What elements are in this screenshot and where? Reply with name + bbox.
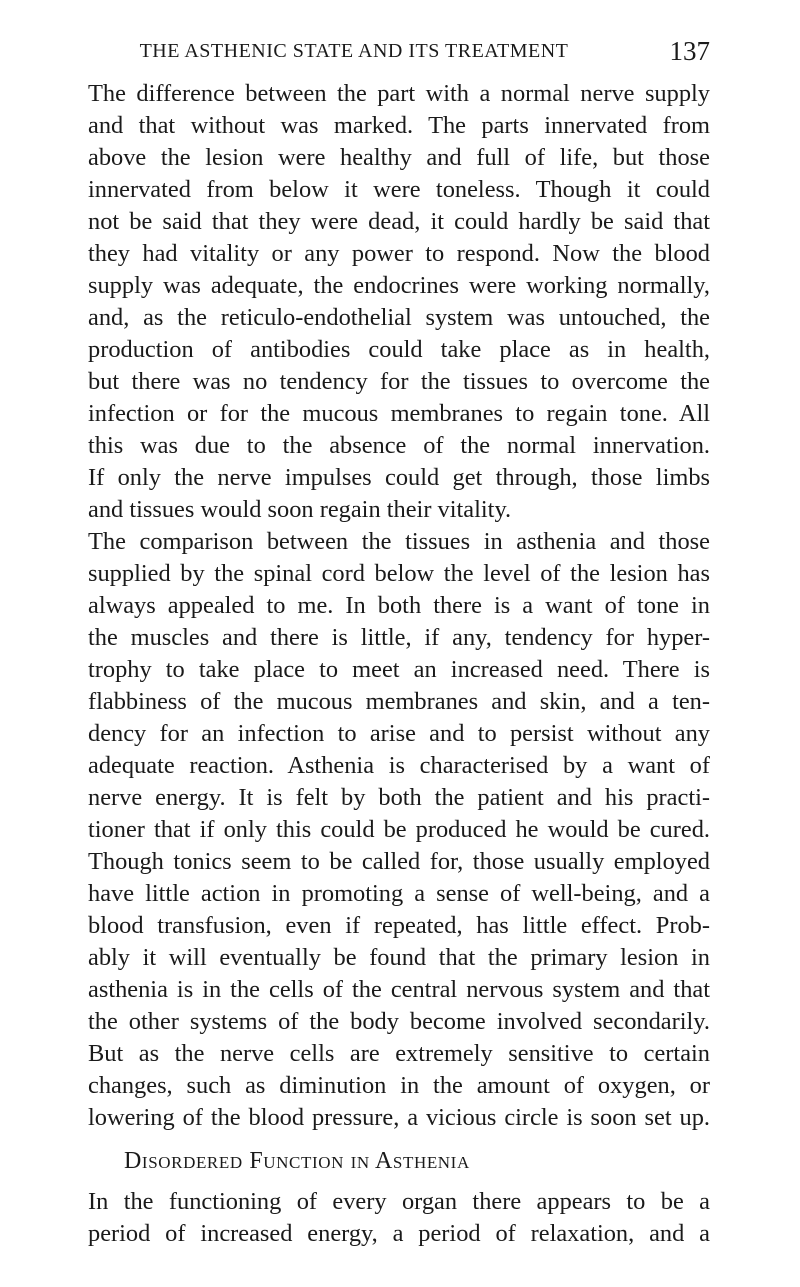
paragraph-1: [88, 78, 710, 526]
text-line: and that without was marked. The parts innervated from: [88, 112, 710, 139]
text-line: ably it will eventually be found that the primary lesion in: [88, 944, 710, 971]
text-line: But as the nerve cells are extremely sensitive to certain: [88, 1040, 710, 1067]
text-line: the other systems of the body become involved secondarily.: [88, 1008, 710, 1035]
text-line: lowering of the blood pressure, a vicious circle is soon set up.: [88, 1104, 710, 1131]
text-line: and, as the reticulo-endothelial system was untouched, the: [88, 304, 710, 331]
text-line: trophy to take place to meet an increased need. There is: [88, 656, 710, 683]
text-line: dency for an infection to arise and to persist without any: [88, 720, 710, 747]
paragraph-2: [88, 526, 710, 1134]
page-number: 137: [669, 36, 710, 66]
text-line: infection or for the mucous membranes to regain tone. All: [88, 400, 710, 427]
text-line: production of antibodies could take place as in health,: [88, 336, 710, 363]
running-title: THE ASTHENIC STATE AND ITS TREATMENT: [139, 40, 569, 62]
text-line: but there was no tendency for the tissues to overcome the: [88, 368, 710, 395]
text-line: changes, such as diminution in the amount of oxygen, or: [88, 1072, 710, 1099]
text-line: period of increased energy, a period of relaxation, and a: [88, 1220, 710, 1247]
text-line: tioner that if only this could be produced he would be cured.: [88, 816, 710, 843]
text-line: this was due to the absence of the normal innervation.: [88, 432, 710, 459]
text-line: always appealed to me. In both there is a want of tone in: [88, 592, 710, 619]
text-line: have little action in promoting a sense of well-being, and a: [88, 880, 710, 907]
text-line: supplied by the spinal cord below the level of the lesion has: [88, 560, 710, 587]
text-line: asthenia is in the cells of the central nervous system and that: [88, 976, 710, 1003]
section-heading: Disordered Function in Asthenia: [124, 1148, 470, 1174]
text-line: and tissues would soon regain their vitality.: [88, 496, 512, 523]
text-line: nerve energy. It is felt by both the patient and his practi-: [88, 784, 710, 811]
text-line: the muscles and there is little, if any, tendency for hyper-: [88, 624, 710, 651]
text-line: Though tonics seem to be called for, those usually employed: [88, 848, 710, 875]
body-text: [88, 78, 710, 1250]
text-line: If only the nerve impulses could get through, those limbs: [88, 464, 710, 491]
running-head: [88, 36, 710, 76]
text-line: In the functioning of every organ there appears to be a: [88, 1188, 710, 1215]
text-line: above the lesion were healthy and full of life, but those: [88, 144, 710, 171]
text-line: they had vitality or any power to respond. Now the blood: [88, 240, 710, 267]
text-line: adequate reaction. Asthenia is characterised by a want of: [88, 752, 710, 779]
text-line: The difference between the part with a normal nerve supply: [88, 80, 710, 107]
text-line: flabbiness of the mucous membranes and skin, and a ten-: [88, 688, 710, 715]
text-line: supply was adequate, the endocrines were working normally,: [88, 272, 710, 299]
text-line: innervated from below it were toneless. Though it could: [88, 176, 710, 203]
text-line: blood transfusion, even if repeated, has little effect. Prob-: [88, 912, 710, 939]
text-line: not be said that they were dead, it could hardly be said that: [88, 208, 710, 235]
text-line: The comparison between the tissues in asthenia and those: [88, 528, 710, 555]
paragraph-3: [88, 1186, 710, 1250]
